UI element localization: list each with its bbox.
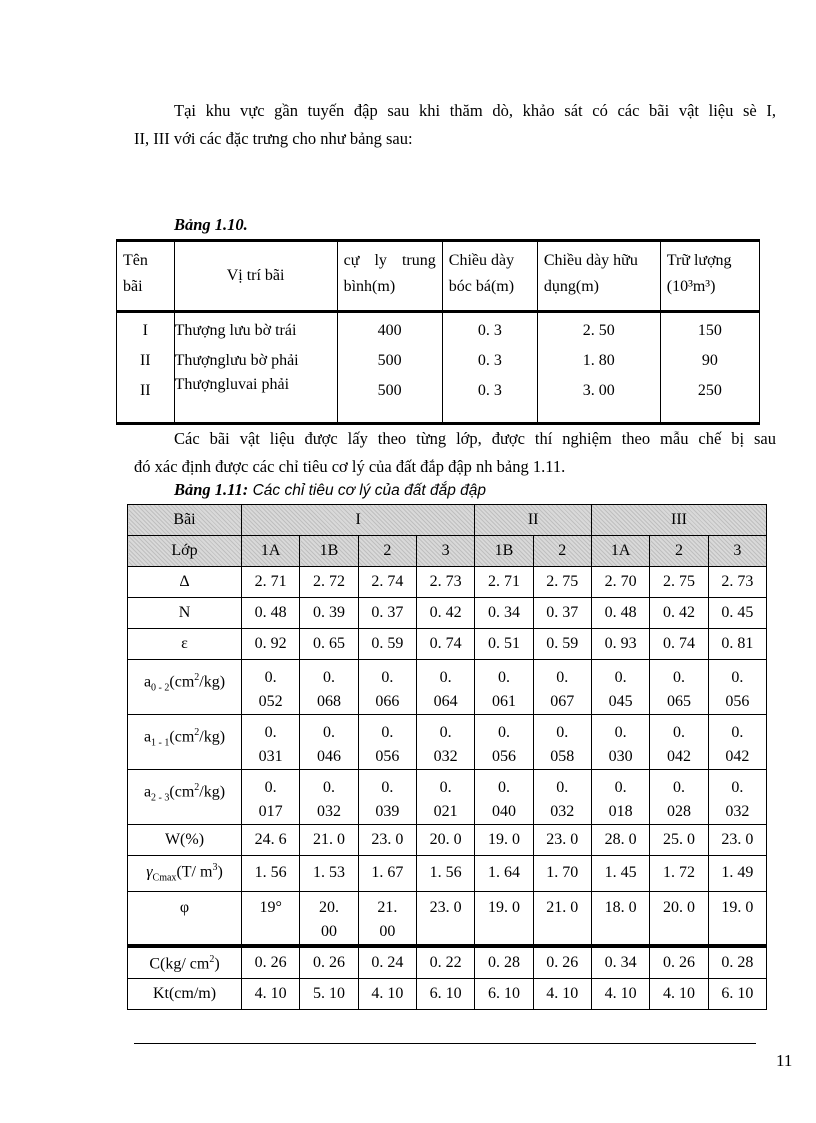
value-cell: 0. 058 bbox=[533, 715, 591, 770]
value-cell: 0. 92 bbox=[242, 629, 300, 660]
value-cell: 0. 51 bbox=[475, 629, 533, 660]
value-cell: 0. 032 bbox=[533, 770, 591, 825]
value-cell: 2. 71 bbox=[475, 567, 533, 598]
row-label: Δ bbox=[128, 567, 242, 598]
layer-cell: 3 bbox=[416, 536, 474, 567]
header-boc-ba: Chiều dày bóc bá(m) bbox=[442, 241, 537, 312]
value-cell: 20. 0 bbox=[416, 825, 474, 856]
table-row bbox=[128, 856, 767, 892]
value-cell: 4. 10 bbox=[591, 978, 649, 1009]
t1-distance: 400 500 500 bbox=[337, 312, 442, 424]
value-cell: 21. 0 bbox=[300, 825, 358, 856]
layer-cell: 2 bbox=[533, 536, 591, 567]
row-label: W(%) bbox=[128, 825, 242, 856]
intro-paragraph bbox=[134, 97, 776, 153]
table-row bbox=[128, 629, 767, 660]
lop-label: Lớp bbox=[128, 536, 242, 567]
value-cell: 0. 59 bbox=[533, 629, 591, 660]
value-cell: 2. 72 bbox=[300, 567, 358, 598]
value-cell: 0. 22 bbox=[416, 946, 474, 979]
value-cell: 18. 0 bbox=[591, 891, 649, 946]
value-cell: 0. 28 bbox=[708, 946, 766, 979]
value-cell: 0. 42 bbox=[416, 598, 474, 629]
value-cell: 0. 74 bbox=[416, 629, 474, 660]
table-row bbox=[128, 567, 767, 598]
value-cell: 2. 73 bbox=[416, 567, 474, 598]
value-cell: 0. 028 bbox=[650, 770, 708, 825]
value-cell: 0. 37 bbox=[358, 598, 416, 629]
value-cell: 4. 10 bbox=[533, 978, 591, 1009]
value-cell: 0. 93 bbox=[591, 629, 649, 660]
value-cell: 0. 064 bbox=[416, 660, 474, 715]
value-cell: 0. 065 bbox=[650, 660, 708, 715]
layer-cell: 3 bbox=[708, 536, 766, 567]
value-cell: 19. 0 bbox=[475, 825, 533, 856]
table-row bbox=[128, 825, 767, 856]
value-cell: 0. 24 bbox=[358, 946, 416, 979]
row-label: $\gamma_{Cmax}(T/$ $m^3$) bbox=[128, 856, 242, 892]
t1-reserve: 150 90 250 bbox=[660, 312, 759, 424]
value-cell: 0. 052 bbox=[242, 660, 300, 715]
value-cell: 20. 00 bbox=[300, 891, 358, 946]
value-cell: 0. 042 bbox=[708, 715, 766, 770]
header-tru-luong: Trữ lượng (10³m³) bbox=[660, 241, 759, 312]
row-label: $a_{0 - 2}(cm^2/kg)$ bbox=[128, 660, 242, 715]
table-1-10 bbox=[116, 239, 760, 425]
value-cell: 0. 042 bbox=[650, 715, 708, 770]
value-cell: 0. 039 bbox=[358, 770, 416, 825]
value-cell: 1. 72 bbox=[650, 856, 708, 892]
value-cell: 21. 0 bbox=[533, 891, 591, 946]
value-cell: 1. 67 bbox=[358, 856, 416, 892]
value-cell: 0. 056 bbox=[358, 715, 416, 770]
value-cell: 0. 040 bbox=[475, 770, 533, 825]
table-row bbox=[128, 770, 767, 825]
value-cell: 1. 53 bbox=[300, 856, 358, 892]
group-ii: II bbox=[475, 505, 592, 536]
value-cell: 25. 0 bbox=[650, 825, 708, 856]
value-cell: 2. 71 bbox=[242, 567, 300, 598]
t1-locations: Thượng lưu bờ trái Thượnglưu bờ phải Thượngluvai phải bbox=[174, 312, 337, 424]
table-row bbox=[128, 891, 767, 946]
value-cell: 0. 48 bbox=[591, 598, 649, 629]
value-cell: 0. 81 bbox=[708, 629, 766, 660]
value-cell: 0. 061 bbox=[475, 660, 533, 715]
table-1-11 bbox=[127, 504, 767, 1010]
value-cell: 0. 031 bbox=[242, 715, 300, 770]
value-cell: 2. 75 bbox=[533, 567, 591, 598]
table-row bbox=[128, 660, 767, 715]
value-cell: 1. 70 bbox=[533, 856, 591, 892]
header-cu-ly: cự ly trung bình(m) bbox=[337, 241, 442, 312]
value-cell: 0. 068 bbox=[300, 660, 358, 715]
intro-line-1: Tại khu vực gần tuyến đập sau khi thăm dò, khảo sát có các bãi vật liệu sè I, bbox=[174, 101, 776, 120]
value-cell: 0. 030 bbox=[591, 715, 649, 770]
header-ten-bai: Tên bãi bbox=[117, 241, 175, 312]
value-cell: 0. 067 bbox=[533, 660, 591, 715]
table-row bbox=[128, 715, 767, 770]
table1-caption: Bảng 1.10. bbox=[174, 215, 248, 234]
value-cell: 0. 34 bbox=[591, 946, 649, 979]
layer-cell: 1A bbox=[591, 536, 649, 567]
value-cell: 2. 73 bbox=[708, 567, 766, 598]
para2-line-1: Các bãi vật liệu được lấy theo từng lớp, được thí nghiệm theo mẫu chế bị sau bbox=[174, 429, 776, 448]
row-label: C(kg/ $cm^2$) bbox=[128, 946, 242, 979]
value-cell: 0. 65 bbox=[300, 629, 358, 660]
value-cell: 21. 00 bbox=[358, 891, 416, 946]
value-cell: 0. 74 bbox=[650, 629, 708, 660]
value-cell: 2. 75 bbox=[650, 567, 708, 598]
value-cell: 5. 10 bbox=[300, 978, 358, 1009]
value-cell: 0. 39 bbox=[300, 598, 358, 629]
value-cell: 0. 032 bbox=[708, 770, 766, 825]
header-huu-dung: Chiều dày hữu dụng(m) bbox=[537, 241, 660, 312]
value-cell: 1. 56 bbox=[242, 856, 300, 892]
group-i: I bbox=[242, 505, 475, 536]
value-cell: 0. 37 bbox=[533, 598, 591, 629]
bai-label: Bãi bbox=[128, 505, 242, 536]
layer-cell: 1B bbox=[475, 536, 533, 567]
value-cell: 4. 10 bbox=[650, 978, 708, 1009]
value-cell: 0. 59 bbox=[358, 629, 416, 660]
value-cell: 0. 26 bbox=[242, 946, 300, 979]
t1-ids: I II II bbox=[117, 312, 175, 424]
value-cell: 0. 032 bbox=[416, 715, 474, 770]
page-number: 11 bbox=[776, 1051, 793, 1070]
value-cell: 0. 056 bbox=[475, 715, 533, 770]
value-cell: 23. 0 bbox=[358, 825, 416, 856]
value-cell: 2. 70 bbox=[591, 567, 649, 598]
value-cell: 1. 64 bbox=[475, 856, 533, 892]
value-cell: 0. 45 bbox=[708, 598, 766, 629]
table-row bbox=[128, 598, 767, 629]
value-cell: 2. 74 bbox=[358, 567, 416, 598]
t1-useful: 2. 50 1. 80 3. 00 bbox=[537, 312, 660, 424]
value-cell: 6. 10 bbox=[708, 978, 766, 1009]
value-cell: 0. 018 bbox=[591, 770, 649, 825]
t1-strip: 0. 3 0. 3 0. 3 bbox=[442, 312, 537, 424]
table2-caption: Bảng 1.11: Các chỉ tiêu cơ lý của đất đắp đập bbox=[174, 480, 486, 499]
value-cell: 0. 26 bbox=[533, 946, 591, 979]
value-cell: 0. 066 bbox=[358, 660, 416, 715]
value-cell: 1. 45 bbox=[591, 856, 649, 892]
value-cell: 1. 56 bbox=[416, 856, 474, 892]
value-cell: 0. 021 bbox=[416, 770, 474, 825]
value-cell: 0. 032 bbox=[300, 770, 358, 825]
value-cell: 0. 017 bbox=[242, 770, 300, 825]
value-cell: 23. 0 bbox=[416, 891, 474, 946]
value-cell: 0. 34 bbox=[475, 598, 533, 629]
table2-body bbox=[128, 567, 767, 1010]
table-row bbox=[128, 946, 767, 979]
value-cell: 6. 10 bbox=[475, 978, 533, 1009]
intro-line-2: II, III với các đặc trưng cho như bảng sau: bbox=[134, 129, 413, 148]
value-cell: 23. 0 bbox=[708, 825, 766, 856]
value-cell: 1. 49 bbox=[708, 856, 766, 892]
value-cell: 4. 10 bbox=[358, 978, 416, 1009]
layer-cell: 1B bbox=[300, 536, 358, 567]
row-label: $a_{2 - 3}(cm^2/kg)$ bbox=[128, 770, 242, 825]
value-cell: 0. 48 bbox=[242, 598, 300, 629]
row-label: φ bbox=[128, 891, 242, 946]
value-cell: 0. 045 bbox=[591, 660, 649, 715]
value-cell: 0. 42 bbox=[650, 598, 708, 629]
value-cell: 0. 26 bbox=[650, 946, 708, 979]
value-cell: 6. 10 bbox=[416, 978, 474, 1009]
value-cell: 0. 046 bbox=[300, 715, 358, 770]
row-label: Kt(cm/m) bbox=[128, 978, 242, 1009]
footer-rule bbox=[134, 1043, 756, 1044]
value-cell: 4. 10 bbox=[242, 978, 300, 1009]
value-cell: 24. 6 bbox=[242, 825, 300, 856]
para2-line-2: đó xác định được các chỉ tiêu cơ lý của đất đắp đập nh bảng 1.11. bbox=[134, 457, 566, 476]
layer-cell: 2 bbox=[650, 536, 708, 567]
value-cell: 20. 0 bbox=[650, 891, 708, 946]
table-row bbox=[128, 978, 767, 1009]
value-cell: 23. 0 bbox=[533, 825, 591, 856]
value-cell: 0. 056 bbox=[708, 660, 766, 715]
value-cell: 19° bbox=[242, 891, 300, 946]
row-label: ε bbox=[128, 629, 242, 660]
row-label: $a_{1 - 1}(cm^2/kg)$ bbox=[128, 715, 242, 770]
layer-cell: 1A bbox=[242, 536, 300, 567]
second-paragraph bbox=[134, 425, 776, 481]
header-vi-tri: Vị trí bãi bbox=[174, 241, 337, 312]
group-iii: III bbox=[591, 505, 766, 536]
value-cell: 28. 0 bbox=[591, 825, 649, 856]
value-cell: 0. 28 bbox=[475, 946, 533, 979]
value-cell: 19. 0 bbox=[708, 891, 766, 946]
row-label: N bbox=[128, 598, 242, 629]
value-cell: 0. 26 bbox=[300, 946, 358, 979]
layer-cell: 2 bbox=[358, 536, 416, 567]
value-cell: 19. 0 bbox=[475, 891, 533, 946]
